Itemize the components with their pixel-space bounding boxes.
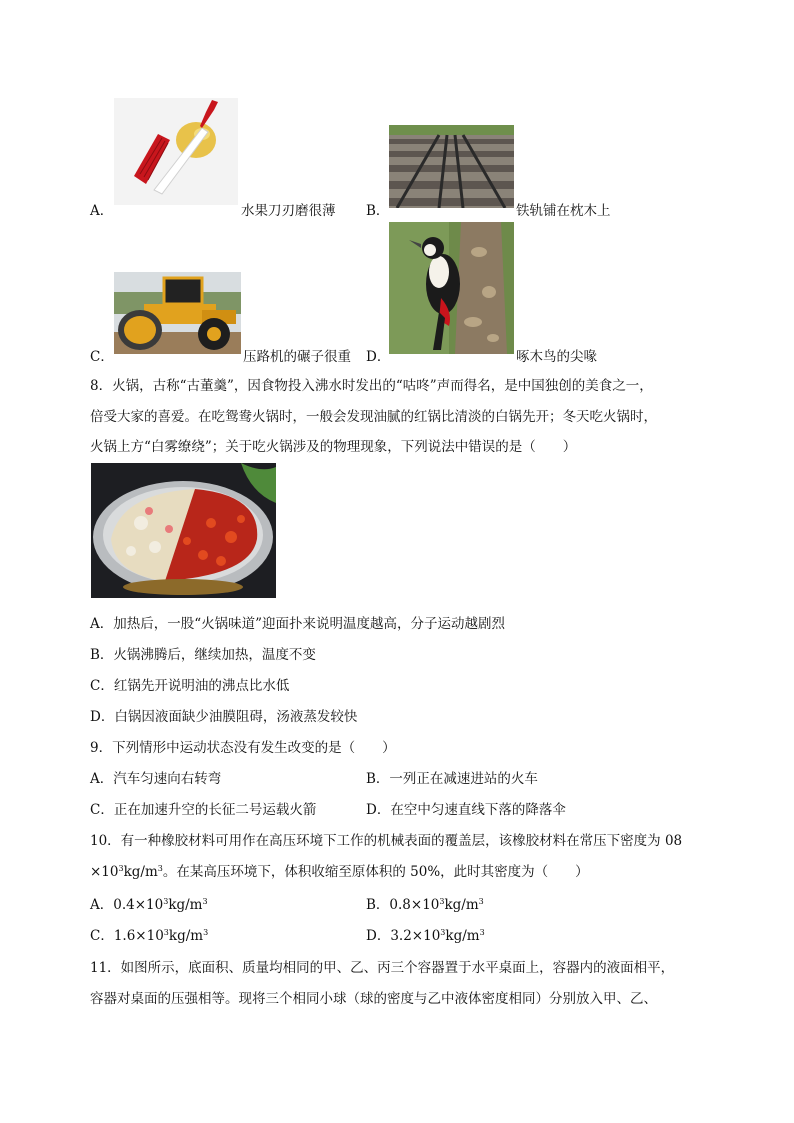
q10-stem-line-2 — [90, 860, 589, 880]
q10-option-a — [90, 893, 208, 913]
q8-stem-line-3: 火锅上方“白雾缭绕”；关于吃火锅涉及的物理现象，下列说法中错误的是（ ） — [90, 439, 577, 455]
q7-option-c-letter: C． — [90, 349, 114, 365]
q10-option-d-exp: 3 — [440, 928, 446, 937]
q11-stem-line-1: 11．如图所示，底面积、质量均相同的甲、乙、丙三个容器置于水平桌面上，容器内的液面相平， — [90, 960, 675, 976]
fruit-knife-photo — [114, 98, 238, 205]
hotpot-photo — [91, 463, 276, 598]
q9-stem: 9．下列情形中运动状态没有发生改变的是（ ） — [90, 740, 396, 756]
q10-stem-line-2-post: 。在某高压环境下，体积收缩至原体积的 50%，此时其密度为（ ） — [162, 864, 589, 880]
q10-option-c-unit: kg/m — [168, 928, 204, 944]
q10-option-a-unit: kg/m — [168, 897, 203, 913]
q10-option-d — [366, 924, 485, 944]
q10-stem-line-1: 10．有一种橡胶材料可用作在高压环境下工作的机械表面的覆盖层，该橡胶材料在常压下密度为 08 — [90, 833, 683, 849]
road-roller-photo — [114, 272, 241, 354]
q7-option-a-letter: A． — [90, 203, 114, 219]
q10-stem-exp-1: 3 — [118, 864, 124, 873]
q10-option-c-value: C．1.6×10 — [90, 928, 164, 944]
q10-option-a-value: A．0.4×10 — [90, 897, 164, 913]
q10-option-d-value: D．3.2×10 — [366, 928, 441, 944]
q10-option-a-exp: 3 — [163, 897, 169, 906]
q7-option-c-text: 压路机的碾子很重 — [243, 349, 351, 365]
q7-option-a-text: 水果刀刃磨很薄 — [241, 203, 336, 219]
q9-option-c: C．正在加速升空的长征二号运载火箭 — [90, 802, 317, 818]
q9-option-b: B．一列正在减速进站的火车 — [366, 771, 538, 787]
woodpecker-photo — [389, 222, 514, 354]
q8-option-c: C．红锅先开说明油的沸点比水低 — [90, 678, 290, 694]
q8-option-a: A．加热后，一股“火锅味道”迎面扑来说明温度越高，分子运动越剧烈 — [90, 616, 506, 632]
q8-option-b: B．火锅沸腾后，继续加热，温度不变 — [90, 647, 316, 663]
q8-option-d: D．白锅因液面缺少油膜阻碍，汤液蒸发较快 — [90, 709, 358, 725]
q10-option-b-unit: kg/m — [444, 897, 479, 913]
q10-stem-unit: kg/m — [123, 864, 158, 880]
q8-stem-line-2: 倍受大家的喜爱。在吃鸳鸯火锅时，一般会发现油腻的红锅比清淡的白锅先开；冬天吃火锅时， — [90, 409, 657, 425]
q7-option-b-text: 铁轨铺在枕木上 — [516, 203, 611, 219]
q9-option-d: D．在空中匀速直线下落的降落伞 — [366, 802, 566, 818]
q10-option-c — [90, 924, 208, 944]
q10-option-b — [366, 893, 484, 913]
q9-option-a: A．汽车匀速向右转弯 — [90, 771, 222, 787]
q10-option-c-unit-exp: 3 — [203, 928, 209, 937]
q7-option-b-letter: B． — [366, 203, 390, 219]
railway-track-photo — [389, 125, 514, 208]
q10-option-d-unit-exp: 3 — [479, 928, 485, 937]
q10-option-b-unit-exp: 3 — [478, 897, 484, 906]
q10-option-a-unit-exp: 3 — [202, 897, 208, 906]
q10-option-b-exp: 3 — [439, 897, 445, 906]
q7-option-d-letter: D． — [366, 349, 391, 365]
q10-option-c-exp: 3 — [163, 928, 169, 937]
q11-stem-line-2: 容器对桌面的压强相等。现将三个相同小球（球的密度与乙中液体密度相同）分别放入甲、乙、 — [90, 991, 657, 1007]
q10-option-b-value: B．0.8×10 — [366, 897, 440, 913]
q10-option-d-unit: kg/m — [445, 928, 480, 944]
q10-stem-line-2-pre: ×10 — [90, 864, 119, 880]
q8-stem-line-1: 8．火锅，古称“古董羹”，因食物投入沸水时发出的“咕咚”声而得名，是中国独创的美食之一， — [90, 378, 653, 394]
q10-stem-exp-2: 3 — [157, 864, 163, 873]
q7-option-d-text: 啄木鸟的尖喙 — [516, 349, 597, 365]
